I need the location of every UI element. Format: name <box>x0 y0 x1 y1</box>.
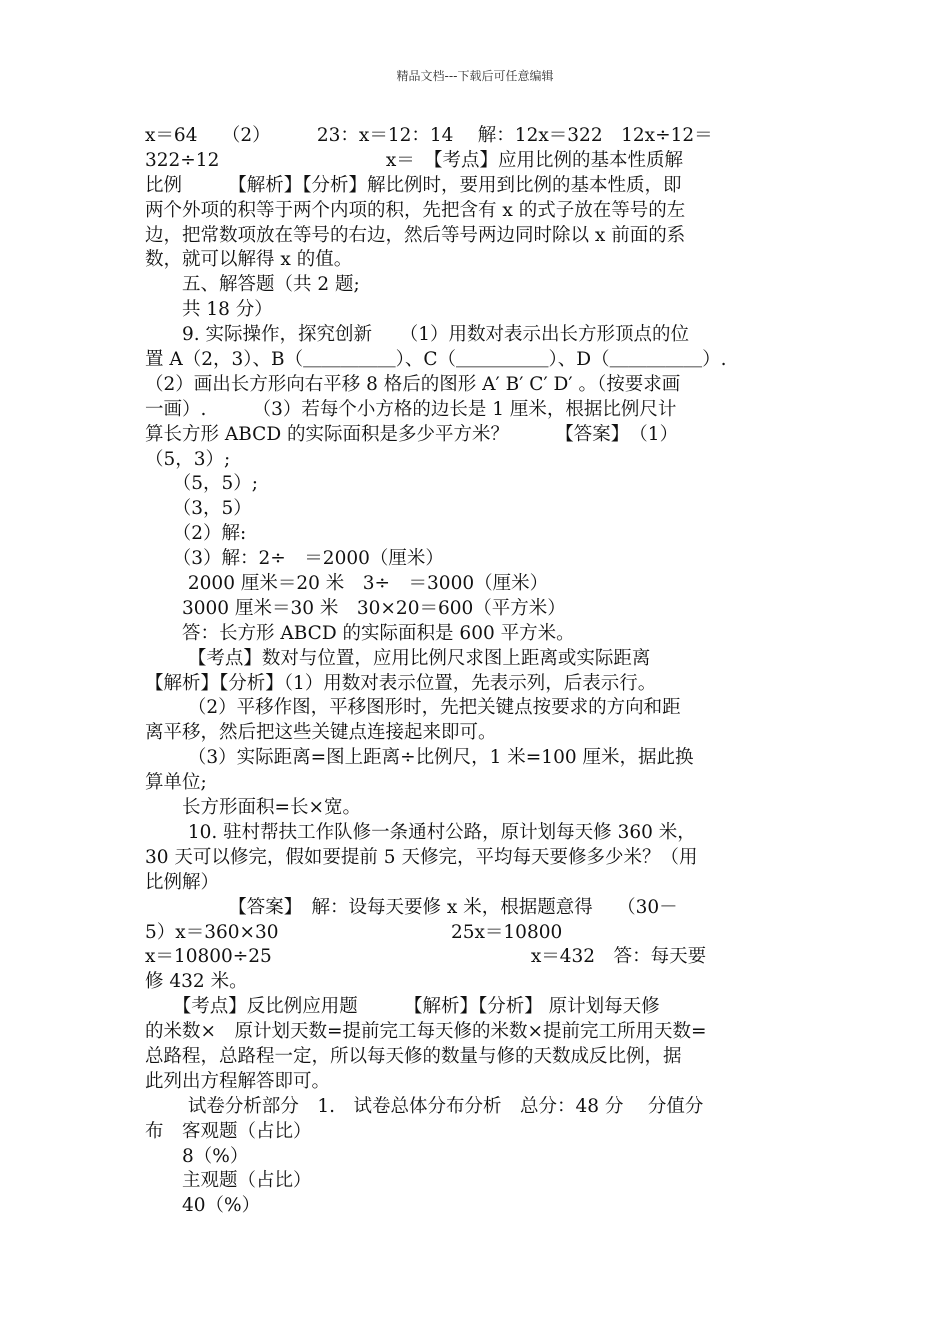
text-line: 【答案】 解：设每天要修 x 米，根据题意得 （30－ <box>145 896 678 918</box>
text-line: （2）画出长方形向右平移 8 格后的图形 A′ B′ C′ D′ 。（按要求画 <box>145 373 681 395</box>
document-body <box>145 124 810 1219</box>
text-line: 比例解） <box>145 871 220 893</box>
text-line: 30 天可以修完，假如要提前 5 天修完，平均每天要修多少米？（用 <box>145 846 698 868</box>
text-line: （2）解: <box>145 523 247 545</box>
text-line: 【考点】反比例应用题 【解析】【分析】 原计划每天修 <box>145 996 660 1018</box>
text-line: 边，把常数项放在等号的右边，然后等号两边同时除以 x 前面的系 <box>145 224 686 246</box>
text-line: （3）解：2÷ ＝2000（厘米） <box>145 548 444 570</box>
text-line: 五、解答题（共 2 题; <box>145 274 360 296</box>
text-line: （2）平移作图，平移图形时，先把关键点按要求的方向和距 <box>145 697 681 719</box>
text-line: 8（%） <box>145 1145 249 1167</box>
text-line: 共 18 分） <box>145 299 273 321</box>
text-line: （5，3）; <box>145 448 231 470</box>
text-line: 322÷12 x＝ 【考点】应用比例的基本性质解 <box>145 149 684 171</box>
text-line: 2000 厘米＝20 米 3÷ ＝3000（厘米） <box>145 573 549 595</box>
text-line: 【解析】【分析】（1）用数对表示位置，先表示列，后表示行。 <box>145 672 657 694</box>
text-line: 试卷分析部分 1. 试卷总体分布分析 总分：48 分 分值分 <box>145 1095 704 1117</box>
text-line: 的米数× 原计划天数=提前完工每天修的米数×提前完工所用天数= <box>145 1021 707 1043</box>
text-line: 算单位; <box>145 772 207 794</box>
page-header: 精品文档---下载后可任意编辑 <box>396 69 554 83</box>
text-line: 修 432 米。 <box>145 971 248 993</box>
text-line: 9. 实际操作，探究创新 （1）用数对表示出长方形顶点的位 <box>145 324 690 346</box>
text-line: 【考点】数对与位置，应用比例尺求图上距离或实际距离 <box>145 647 651 669</box>
text-line: 长方形面积=长×宽。 <box>145 797 362 819</box>
text-line: （3，5） <box>145 498 252 520</box>
text-line: 离平移，然后把这些关键点连接起来即可。 <box>145 722 497 744</box>
text-line: 比例 【解析】【分析】解比例时，要用到比例的基本性质，即 <box>145 174 682 196</box>
text-line: （3）实际距离=图上距离÷比例尺，1 米=100 厘米，据此换 <box>145 747 694 769</box>
text-line: 置 A（2，3）、B（＿＿＿＿＿）、C（＿＿＿＿＿）、D（＿＿＿＿＿）. <box>145 349 727 371</box>
text-line: 40（%） <box>145 1195 261 1217</box>
text-line: 主观题（占比） <box>145 1170 312 1192</box>
text-line: 两个外项的积等于两个内项的积，先把含有 x 的式子放在等号的左 <box>145 199 686 221</box>
text-line: 此列出方程解答即可。 <box>145 1070 331 1092</box>
text-line: 3000 厘米＝30 米 30×20＝600（平方米） <box>145 597 566 619</box>
text-line: 布 客观题（占比） <box>145 1120 312 1142</box>
text-line: 算长方形 ABCD 的实际面积是多少平方米？ 【答案】 （1） <box>145 423 679 445</box>
text-line: 总路程，总路程一定，所以每天修的数量与修的天数成反比例，据 <box>145 1045 682 1067</box>
text-line: x＝10800÷25 x＝432 答：每天要 <box>145 946 707 968</box>
text-line: 5）x＝360×30 25x＝10800 <box>145 921 563 943</box>
text-line: 答：长方形 ABCD 的实际面积是 600 平方米。 <box>145 622 575 644</box>
text-line: 10. 驻村帮扶工作队修一条通村公路，原计划每天修 360 米， <box>145 821 696 843</box>
text-line: （5，5）; <box>145 473 259 495</box>
text-line: 一画）. （3）若每个小方格的边长是 1 厘米，根据比例尺计 <box>145 398 677 420</box>
text-line: x＝64 （2） 23：x＝12：14 解：12x＝322 12x÷12＝ <box>145 125 713 146</box>
text-line: 数，就可以解得 x 的值。 <box>145 249 353 271</box>
